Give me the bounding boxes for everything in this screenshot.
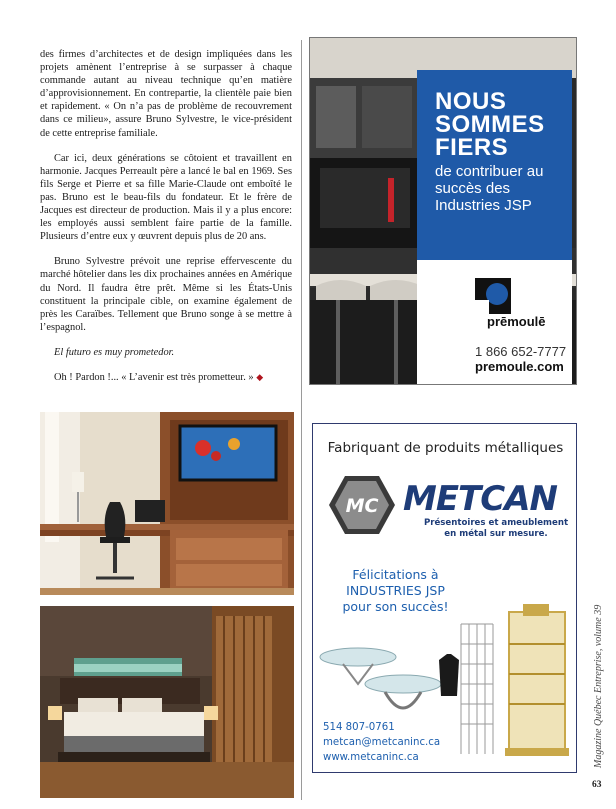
article-closing xyxy=(40,371,292,384)
article-paragraph-spanish: El futuro es muy prometedor. xyxy=(54,346,175,358)
article-column xyxy=(40,48,292,396)
metcan-website[interactable]: www.metcaninc.ca xyxy=(323,752,419,763)
metcan-email[interactable]: metcan@metcaninc.ca xyxy=(323,737,441,748)
metcan-logo-icon xyxy=(327,474,397,536)
article-closing-text: Oh ! Pardon !... « L’avenir est très prometteur. » xyxy=(54,371,254,383)
magazine-vertical-credit xyxy=(589,540,609,770)
page-number: 63 xyxy=(592,780,602,790)
headline-subline: de contribuer au succès des Industries JSP xyxy=(435,163,544,214)
bedroom-photo xyxy=(40,606,294,798)
premoule-ad[interactable] xyxy=(309,37,577,385)
headline-line-2: SOMMES xyxy=(435,111,545,138)
metcan-logo-text: MC xyxy=(345,495,379,517)
premoule-phone: 1 866 652-7777 xyxy=(475,344,567,359)
end-mark-icon: ◆ xyxy=(256,371,264,382)
magazine-name: Magazine Québec Entreprise, volume 39 xyxy=(593,604,604,768)
headline-line-3: FIERS xyxy=(435,134,509,161)
article-paragraph: Car ici, deux générations se côtoient et travaillent en harmonie. Jacques Perreault père a lancé le bal en 1969. Ses fils Serge et Pierre et sa fille Marie-Claude ont emboîté le pas. Bruno est le beau-fils du fondateur. Et le frère de Jacques est directeur de production. Mais il y a plus encore: les employés aussi semblent faire partie de la famille. Plusieurs d’entre eux y œuvrent depuis plus de 20 ans. xyxy=(40,152,292,243)
premoule-url[interactable]: premoule.com xyxy=(475,359,564,374)
metcan-contact xyxy=(323,720,440,765)
metcan-brand: METCAN xyxy=(403,479,557,519)
metcan-congratulations: Félicitations à INDUSTRIES JSP pour son succès! xyxy=(342,567,449,614)
headline-line-1: NOUS xyxy=(435,88,507,115)
premoule-logo-icon xyxy=(475,278,515,318)
premoule-headline-box xyxy=(417,70,572,260)
premoule-brand: prēmoulē xyxy=(487,314,546,329)
article-paragraph: Bruno Sylvestre prévoit une reprise effervescente du marché hôtelier dans les dix prochaines années en Amérique du Nord. Il faudra être prêt. Même si les États-Unis constituent la principale cible, on examine également de près les Caraïbes. Tellement que Bruno songe à se mettre à l’espagnol. xyxy=(40,256,292,333)
metcan-ad[interactable] xyxy=(312,423,577,773)
metcan-phone: 514 807-0761 xyxy=(323,722,395,733)
column-divider xyxy=(301,40,302,800)
metcan-tagline: Présentoires et ameublement en métal sur mesure. xyxy=(423,518,569,539)
metcan-header: Fabriquant de produits métalliques xyxy=(327,440,564,456)
article-paragraph: des firmes d’architectes et de design impliquées dans les projets amènent l’entreprise à se surpasser à chaque commande autant au niveau technique qu’en matière d’approvisionnement. En contrepartie, la clientèle paie bien et rapidement. « On n’a pas de problème de recouvrement dans ce milieu», assure Bruno Sylvestre, le vice-président de cette entreprise familiale. xyxy=(40,49,292,139)
office-photo xyxy=(40,412,294,595)
premoule-contact-box xyxy=(417,260,572,385)
